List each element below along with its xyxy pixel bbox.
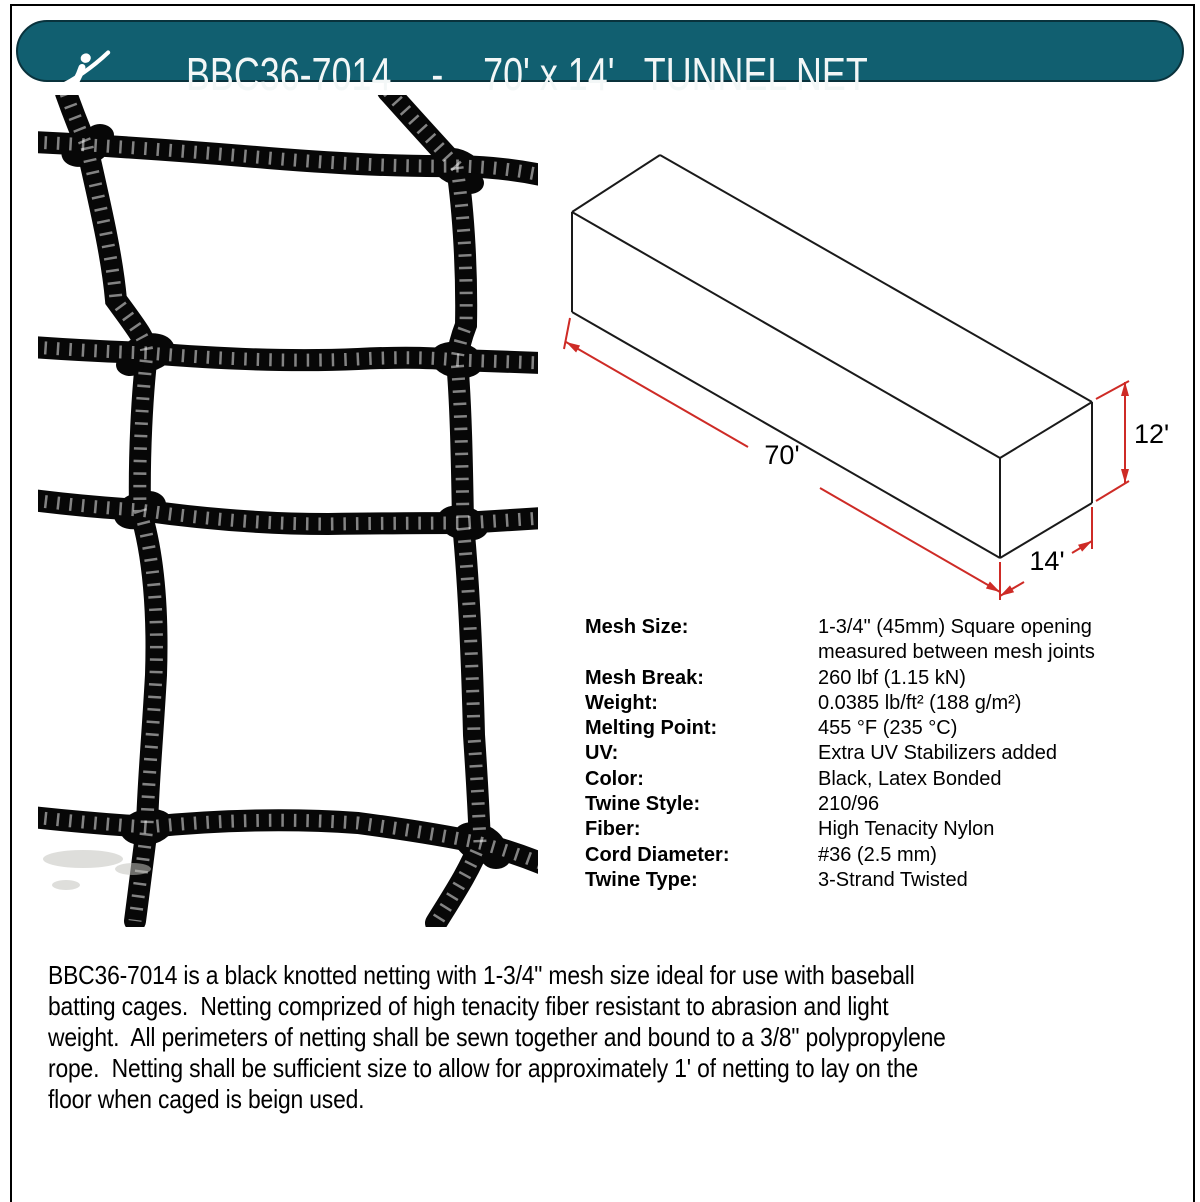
spec-label: Mesh Break:	[585, 666, 704, 689]
spec-value: measured between mesh joints	[818, 641, 1095, 664]
spec-table	[585, 615, 1185, 893]
description-line: weight. All perimeters of netting shall be sewn together and bound to a 3/8" polypropylene	[48, 1022, 946, 1052]
spec-label: Mesh Size:	[585, 616, 689, 638]
net-photo	[38, 95, 538, 927]
box-edges	[572, 155, 1092, 558]
spec-value: 210/96	[818, 793, 880, 816]
net-knots	[55, 119, 513, 872]
spec-value: 455 °F (235 °C)	[818, 717, 958, 740]
spec-label: Weight:	[585, 691, 658, 714]
spec-value: High Tenacity Nylon	[818, 818, 995, 841]
spec-row	[585, 767, 1185, 792]
spec-value: #36 (2.5 mm)	[818, 843, 937, 866]
description-line: BBC36-7014 is a black knotted netting with 1-3/4" mesh size ideal for use with baseball	[48, 960, 915, 990]
description-line: batting cages. Netting comprized of high tenacity fiber resistant to abrasion and light	[48, 991, 889, 1021]
spec-row	[585, 741, 1185, 766]
spec-row	[585, 615, 1185, 640]
spec-row	[585, 817, 1185, 842]
spec-value: 260 lbf (1.15 kN)	[818, 666, 966, 689]
tunnel-diagram	[560, 100, 1200, 600]
spec-label: Twine Style:	[585, 793, 701, 816]
spec-label: Melting Point:	[585, 717, 718, 740]
header-bar	[16, 20, 1184, 100]
page-title: BBC36-7014 - 70' x 14' TUNNEL NET	[186, 48, 868, 100]
spec-label: Cord Diameter:	[585, 843, 730, 866]
spec-label: Color:	[585, 767, 644, 790]
description-line: floor when caged is beign used.	[48, 1084, 365, 1114]
spec-row	[585, 843, 1185, 868]
description-line: rope. Netting shall be sufficient size to allow for approximately 1' of netting to lay on the	[48, 1053, 919, 1083]
spec-value: 1-3/4" (45mm) Square opening	[818, 616, 1092, 638]
spec-value: 3-Strand Twisted	[818, 868, 968, 891]
spec-row	[585, 666, 1185, 691]
spec-row	[585, 868, 1185, 893]
spec-row	[585, 691, 1185, 716]
spec-row	[585, 640, 1185, 665]
spec-value: Black, Latex Bonded	[818, 767, 1002, 790]
dim-label-height: 12'	[1134, 419, 1170, 449]
brand-swoosh-icon	[50, 46, 114, 102]
dim-label-width: 14'	[1029, 546, 1065, 576]
spec-label: Twine Type:	[585, 868, 698, 891]
spec-label: Fiber:	[585, 818, 641, 841]
spec-row	[585, 792, 1185, 817]
spec-value: Extra UV Stabilizers added	[818, 742, 1058, 765]
spec-value: 0.0385 lb/ft² (188 g/m²)	[818, 691, 1022, 714]
spec-row	[585, 716, 1185, 741]
spec-label	[585, 640, 818, 665]
dim-label-length: 70'	[764, 440, 800, 470]
description-paragraph	[48, 960, 1051, 1115]
spec-label: UV:	[585, 742, 619, 765]
